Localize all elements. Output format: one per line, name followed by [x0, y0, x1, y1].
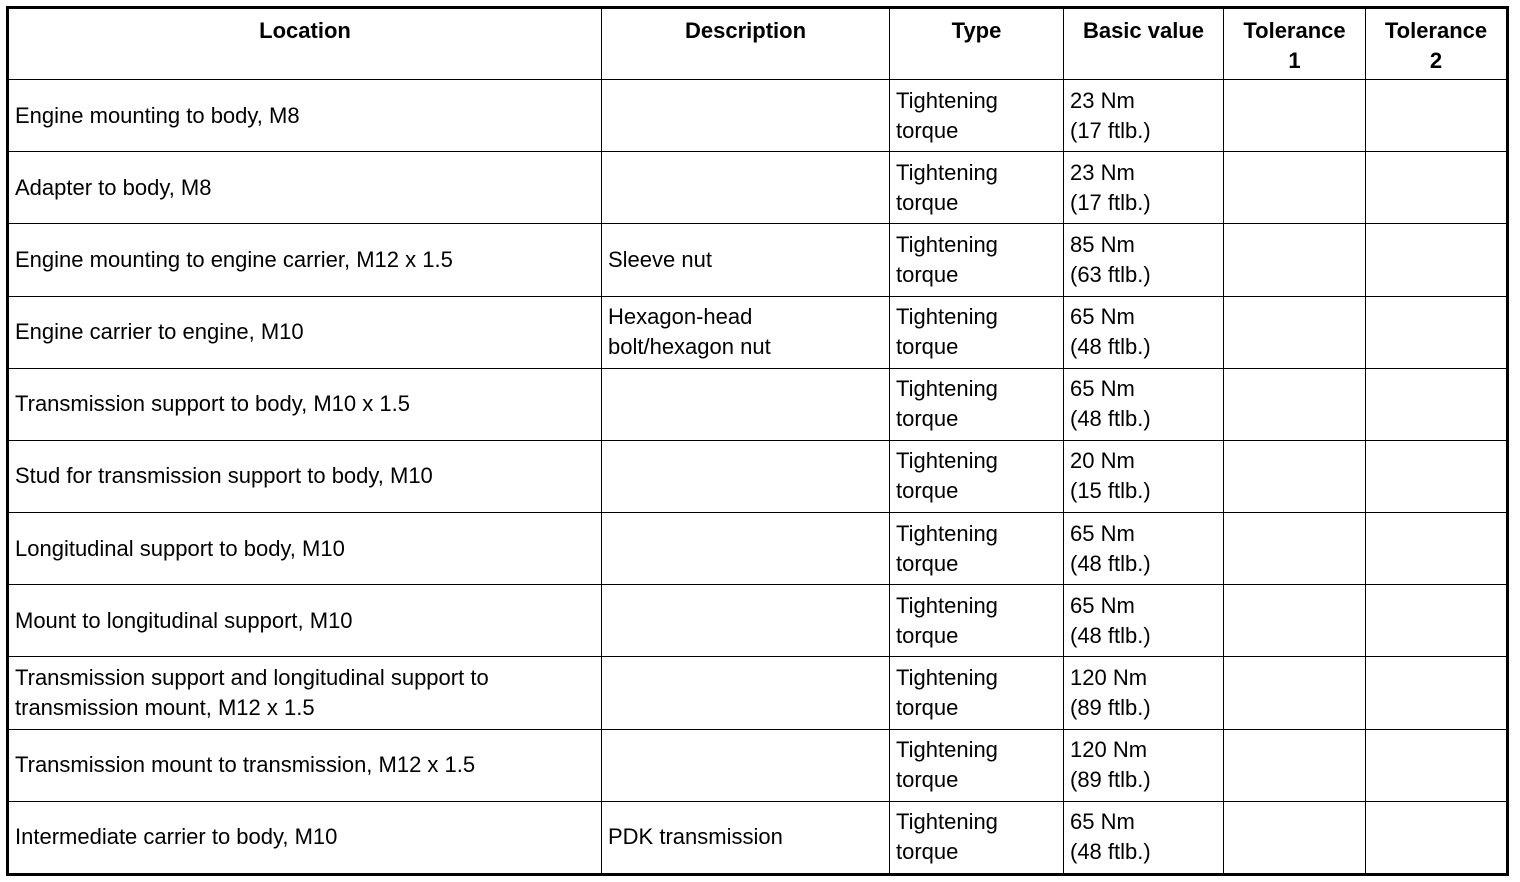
basic-value-cell-line: 65 Nm	[1070, 376, 1135, 402]
table-row	[8, 368, 1508, 440]
table-row	[8, 801, 1508, 874]
table-body	[8, 80, 1508, 875]
type-cell-line: torque	[896, 550, 959, 576]
type-cell	[890, 296, 1064, 368]
header-row	[8, 8, 1508, 80]
basic-value-cell-line: 65 Nm	[1070, 809, 1135, 835]
basic-value-cell-line: (63 ftlb.)	[1070, 261, 1151, 287]
type-cell	[890, 152, 1064, 224]
description-cell	[602, 513, 890, 585]
tolerance-2-cell	[1366, 513, 1508, 585]
basic-value-cell-line: 23 Nm	[1070, 87, 1135, 113]
header-tolerance-1-number: 1	[1288, 48, 1301, 73]
type-cell-line: torque	[896, 117, 959, 143]
type-cell-line: torque	[896, 189, 959, 215]
type-cell-line: Tightening	[896, 520, 998, 546]
header-description: Description	[602, 8, 890, 80]
location-cell	[8, 224, 602, 296]
tolerance-2-cell	[1366, 80, 1508, 152]
type-cell	[890, 729, 1064, 801]
basic-value-cell-line: 65 Nm	[1070, 520, 1135, 546]
basic-value-cell	[1064, 513, 1224, 585]
description-cell	[602, 80, 890, 152]
basic-value-cell-line: 20 Nm	[1070, 448, 1135, 474]
header-tolerance-2-number: 2	[1429, 48, 1443, 73]
type-cell-line: Tightening	[896, 737, 998, 763]
location-cell-line: Longitudinal support to body, M10	[15, 535, 345, 561]
basic-value-cell-line: (48 ftlb.)	[1070, 334, 1151, 360]
header-type: Type	[890, 8, 1064, 80]
table-row	[8, 657, 1508, 729]
location-cell	[8, 513, 602, 585]
location-cell	[8, 729, 602, 801]
type-cell-line: torque	[896, 478, 959, 504]
basic-value-cell	[1064, 657, 1224, 729]
tolerance-2-cell	[1366, 729, 1508, 801]
tolerance-1-cell	[1224, 152, 1366, 224]
table-row	[8, 80, 1508, 152]
tolerance-2-cell	[1366, 585, 1508, 657]
basic-value-cell	[1064, 801, 1224, 874]
location-cell-line: Engine mounting to body, M8	[15, 102, 300, 128]
table-header	[8, 8, 1508, 80]
basic-value-cell-line: 65 Nm	[1070, 592, 1135, 618]
location-cell	[8, 657, 602, 729]
basic-value-cell-line: (48 ftlb.)	[1070, 406, 1151, 432]
basic-value-cell-line: 85 Nm	[1070, 231, 1135, 257]
location-cell-line: Transmission support to body, M10 x 1.5	[15, 391, 410, 417]
basic-value-cell	[1064, 296, 1224, 368]
tolerance-1-cell	[1224, 657, 1366, 729]
type-cell-line: Tightening	[896, 231, 998, 257]
type-cell	[890, 440, 1064, 512]
header-basic-value: Basic value	[1064, 8, 1224, 80]
description-cell	[602, 296, 890, 368]
basic-value-cell	[1064, 729, 1224, 801]
location-cell-line: Engine mounting to engine carrier, M12 x 1.5	[15, 246, 453, 272]
tolerance-2-cell	[1366, 801, 1508, 874]
location-cell	[8, 296, 602, 368]
basic-value-cell	[1064, 585, 1224, 657]
type-cell	[890, 368, 1064, 440]
type-cell-line: Tightening	[896, 304, 998, 330]
tolerance-2-cell	[1366, 152, 1508, 224]
location-cell-line: Transmission mount to transmission, M12 x 1.5	[15, 752, 476, 778]
tolerance-1-cell	[1224, 585, 1366, 657]
basic-value-cell-line: (17 ftlb.)	[1070, 189, 1151, 215]
tolerance-1-cell	[1224, 440, 1366, 512]
tolerance-2-cell	[1366, 657, 1508, 729]
location-cell	[8, 80, 602, 152]
description-cell	[602, 152, 890, 224]
basic-value-cell-line: (48 ftlb.)	[1070, 550, 1151, 576]
type-cell	[890, 513, 1064, 585]
basic-value-cell	[1064, 80, 1224, 152]
description-cell	[602, 729, 890, 801]
tolerance-2-cell	[1366, 440, 1508, 512]
tolerance-1-cell	[1224, 224, 1366, 296]
description-cell	[602, 801, 890, 874]
basic-value-cell-line: (48 ftlb.)	[1070, 622, 1151, 648]
tolerance-1-cell	[1224, 729, 1366, 801]
type-cell	[890, 657, 1064, 729]
tolerance-2-cell	[1366, 296, 1508, 368]
type-cell-line: Tightening	[896, 809, 998, 835]
tolerance-1-cell	[1224, 513, 1366, 585]
description-cell	[602, 368, 890, 440]
location-cell-line: Engine carrier to engine, M10	[15, 319, 304, 345]
table-row	[8, 152, 1508, 224]
type-cell-line: Tightening	[896, 448, 998, 474]
description-cell-line: Hexagon-head	[608, 304, 753, 330]
type-cell	[890, 224, 1064, 296]
basic-value-cell-line: (17 ftlb.)	[1070, 117, 1151, 143]
location-cell-line: Mount to longitudinal support, M10	[15, 607, 353, 633]
type-cell-line: Tightening	[896, 87, 998, 113]
header-tolerance-2	[1366, 8, 1508, 80]
table-row	[8, 224, 1508, 296]
type-cell-line: torque	[896, 622, 959, 648]
type-cell-line: Tightening	[896, 664, 998, 690]
basic-value-cell	[1064, 368, 1224, 440]
type-cell-line: torque	[896, 694, 959, 720]
location-cell-line: Stud for transmission support to body, M10	[15, 463, 433, 489]
description-cell	[602, 224, 890, 296]
basic-value-cell-line: (15 ftlb.)	[1070, 478, 1151, 504]
location-cell	[8, 801, 602, 874]
location-cell-line: Intermediate carrier to body, M10	[15, 824, 338, 850]
type-cell-line: torque	[896, 406, 959, 432]
type-cell-line: torque	[896, 767, 959, 793]
type-cell	[890, 80, 1064, 152]
tolerance-1-cell	[1224, 368, 1366, 440]
basic-value-cell-line: 120 Nm	[1070, 664, 1148, 690]
description-cell-line: PDK transmission	[608, 824, 783, 850]
tolerance-2-cell	[1366, 368, 1508, 440]
description-cell	[602, 657, 890, 729]
basic-value-cell-line: (89 ftlb.)	[1070, 694, 1151, 720]
header-location: Location	[8, 8, 602, 80]
location-cell	[8, 368, 602, 440]
header-tolerance-2-label: Tolerance	[1384, 18, 1488, 43]
type-cell	[890, 801, 1064, 874]
type-cell-line: torque	[896, 261, 959, 287]
basic-value-cell-line: (89 ftlb.)	[1070, 767, 1151, 793]
table-row	[8, 296, 1508, 368]
type-cell-line: torque	[896, 334, 959, 360]
type-cell	[890, 585, 1064, 657]
location-cell-line: transmission mount, M12 x 1.5	[15, 694, 315, 720]
basic-value-cell-line: 65 Nm	[1070, 304, 1135, 330]
tightening-torque-table	[6, 6, 1509, 876]
header-tolerance-1	[1224, 8, 1366, 80]
type-cell-line: Tightening	[896, 159, 998, 185]
description-cell	[602, 440, 890, 512]
location-cell	[8, 440, 602, 512]
tolerance-1-cell	[1224, 296, 1366, 368]
type-cell-line: Tightening	[896, 376, 998, 402]
basic-value-cell-line: 120 Nm	[1070, 737, 1148, 763]
tolerance-2-cell	[1366, 224, 1508, 296]
basic-value-cell	[1064, 152, 1224, 224]
table-row	[8, 585, 1508, 657]
type-cell-line: Tightening	[896, 592, 998, 618]
tolerance-1-cell	[1224, 801, 1366, 874]
location-cell	[8, 152, 602, 224]
basic-value-cell	[1064, 440, 1224, 512]
basic-value-cell-line: 23 Nm	[1070, 159, 1135, 185]
table-row	[8, 729, 1508, 801]
description-cell-line: Sleeve nut	[608, 246, 712, 272]
location-cell	[8, 585, 602, 657]
location-cell-line: Transmission support and longitudinal support to	[15, 664, 489, 690]
tolerance-1-cell	[1224, 80, 1366, 152]
description-cell-line: bolt/hexagon nut	[608, 334, 771, 360]
type-cell-line: torque	[896, 839, 959, 865]
location-cell-line: Adapter to body, M8	[15, 174, 212, 200]
table-row	[8, 513, 1508, 585]
basic-value-cell	[1064, 224, 1224, 296]
header-tolerance-1-label: Tolerance	[1243, 18, 1346, 43]
basic-value-cell-line: (48 ftlb.)	[1070, 839, 1151, 865]
table-row	[8, 440, 1508, 512]
description-cell	[602, 585, 890, 657]
